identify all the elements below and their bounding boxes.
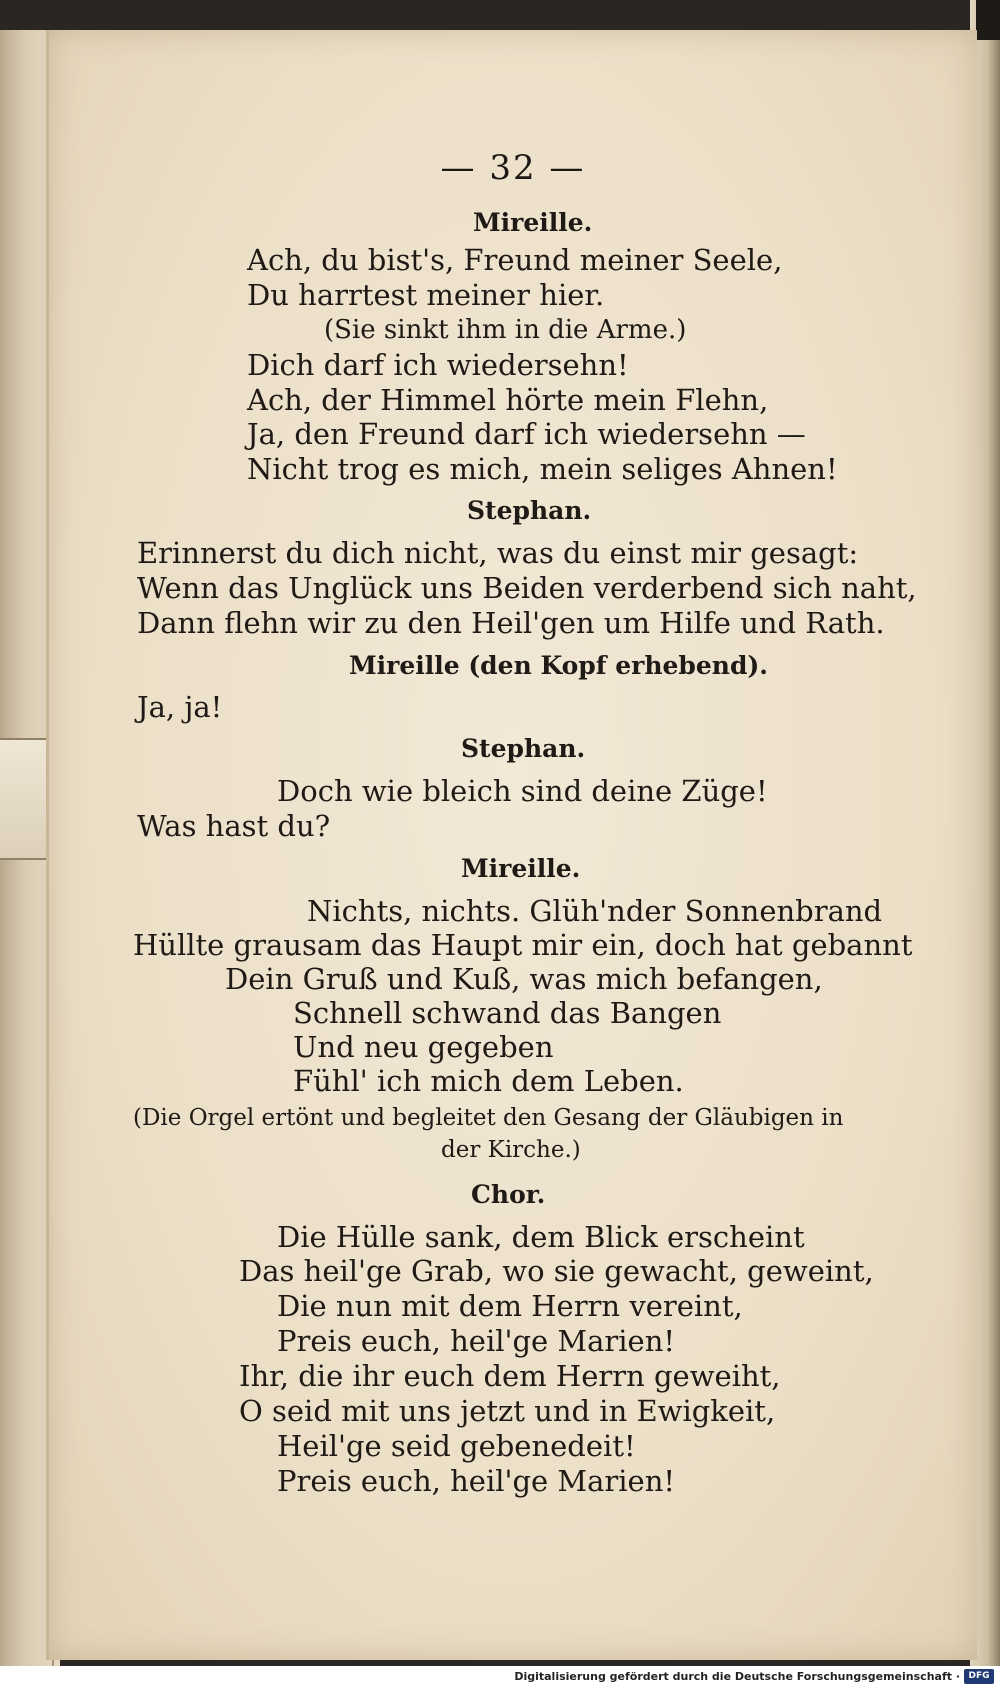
verse-line: Dein Gruß und Kuß, was mich befangen, [225,962,823,996]
speaker-line: Mireille. [461,854,581,883]
verse-line: Ihr, die ihr euch dem Herrn geweiht, [239,1359,781,1393]
verse-line: Fühl' ich mich dem Leben. [293,1064,684,1098]
speaker-line: Mireille (den Kopf erhebend). [349,651,768,680]
digitization-footer [0,1666,1000,1689]
verse-line: Ach, der Himmel hörte mein Flehn, [247,383,769,417]
verse-line: Doch wie bleich sind deine Züge! [277,774,768,808]
speaker-line: Stephan. [461,734,586,763]
book-page [46,30,977,1660]
page-number: — 32 — [440,148,586,188]
verse-line: Ja, ja! [137,690,223,724]
verse-line: Das heil'ge Grab, wo sie gewacht, geweint, [239,1254,874,1288]
stage-direction: der Kirche.) [441,1137,581,1163]
verse-line: Preis euch, heil'ge Marien! [277,1464,676,1498]
speaker-line: Mireille. [473,208,593,237]
verse-line: Was hast du? [137,809,331,843]
verse-line: Die nun mit dem Herrn vereint, [277,1289,743,1323]
verse-line: O seid mit uns jetzt und in Ewigkeit, [239,1394,776,1428]
dfg-logo-icon: DFG [964,1669,994,1684]
verse-line: Schnell schwand das Bangen [293,996,722,1030]
verse-line: Dich darf ich wiedersehn! [247,348,629,382]
verse-line: Preis euch, heil'ge Marien! [277,1324,676,1358]
verse-line: Wenn das Unglück uns Beiden verderbend sich naht, [137,571,917,605]
verse-line: Die Hülle sank, dem Blick erscheint [277,1220,805,1254]
verse-line: Dann flehn wir zu den Heil'gen um Hilfe und Rath. [137,606,885,640]
stage-direction: (Sie sinkt ihm in die Arme.) [324,315,687,345]
speaker-line: Chor. [471,1180,546,1209]
verse-line: Nichts, nichts. Glüh'nder Sonnenbrand [307,894,883,928]
verse-line: Nicht trog es mich, mein seliges Ahnen! [247,452,838,486]
verse-line: Erinnerst du dich nicht, was du einst mir gesagt: [137,536,859,570]
speaker-line: Stephan. [467,496,592,525]
verse-line: Hüllte grausam das Haupt mir ein, doch hat gebannt [133,928,913,962]
verse-line: Und neu gegeben [293,1030,554,1064]
verse-line: Heil'ge seid gebenedeit! [277,1429,636,1463]
verse-line: Du harrtest meiner hier. [247,278,605,312]
stage-direction: (Die Orgel ertönt und begleitet den Gesang der Gläubigen in [133,1105,844,1131]
verse-line: Ja, den Freund darf ich wiedersehn — [247,417,806,451]
funding-credit: Digitalisierung gefördert durch die Deutsche Forschungsgemeinschaft · [514,1670,960,1683]
verse-line: Ach, du bist's, Freund meiner Seele, [247,243,783,277]
